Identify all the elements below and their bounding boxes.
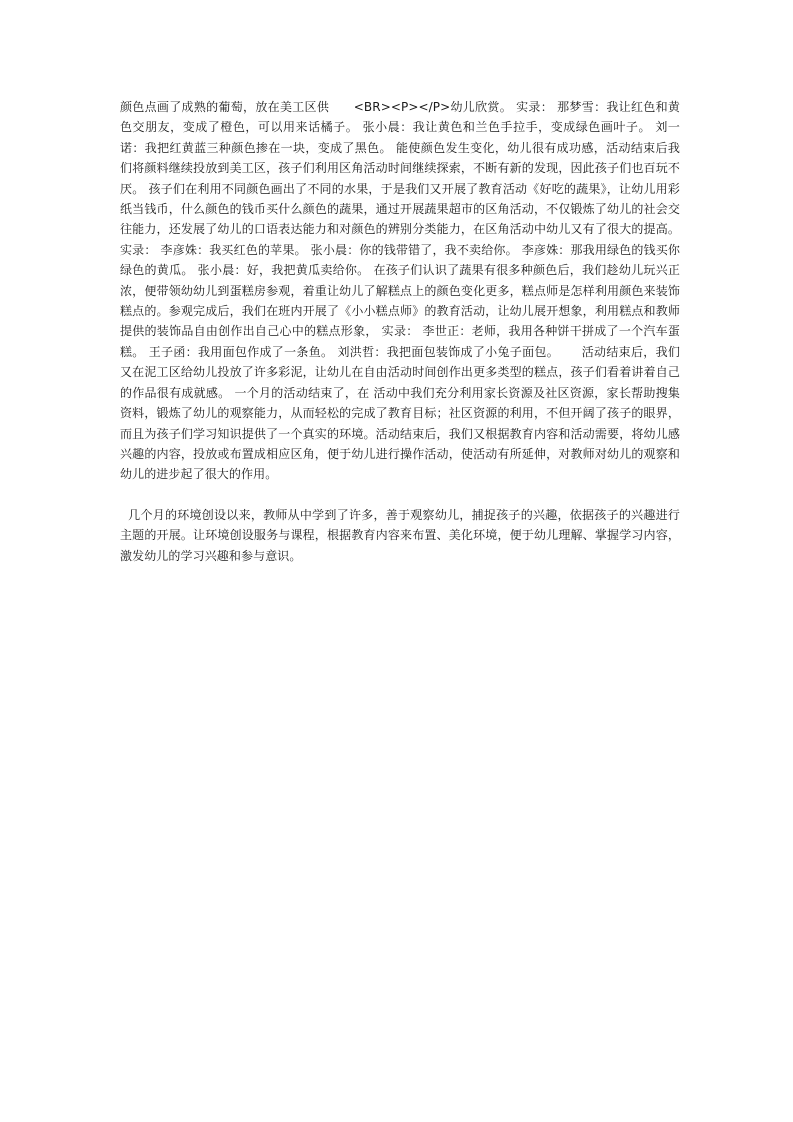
body-paragraph-summary: 几个月的环境创设以来，教师从中学到了许多，善于观察幼儿，捕捉孩子的兴趣，依据孩子的兴趣进行主题的开展。让环境创设服务与课程，根据教育内容来布置、美化环境，便于幼儿理解、掌握学习内容，激发幼儿的学习兴趣和参与意识。: [120, 507, 680, 563]
body-paragraph-activities: 颜色点画了成熟的葡萄，放在美工区供 <BR><P></P>幼儿欣赏。 实录： 那梦雪：我让红色和黄色交朋友，变成了橙色，可以用来话橘子。 张小晨：我让黄色和兰色手拉手，变成绿色画叶子。 刘一诺：我把红黄蓝三种颜色掺在一块，变成了黑色。 能使颜色发生变化，幼儿很有成功感，活动结束后我们将颜料继续投放到美工区，孩子们利用区角活动时间继续探索，不断有新的发现，因此孩子们也百玩不厌。 孩子们在利用不同颜色画出了不同的水果，于是我们又开展了教育活动《好吃的蔬果》，让幼儿用彩纸当钱币，什么颜色的钱币买什么颜色的蔬果，通过开展蔬果超市的区角活动，不仅锻炼了幼儿的社会交往能力，还发展了幼儿的口语表达能力和对颜色的辨别分类能力，在区角活动中幼儿又有了很大的提高。 实录： 李彦姝：我买红色的苹果。 张小晨：你的钱带错了，我不卖给你。 李彦姝：那我用绿色的钱买你绿色的黄瓜。 张小晨：好，我把黄瓜卖给你。 在孩子们认识了蔬果有很多种颜色后，我们趁幼儿玩兴正浓，便带领幼幼儿到蛋糕房参观，着重让幼儿了解糕点上的颜色变化更多，糕点师是怎样利用颜色来装饰糕点的。参观完成后，我们在班内开展了《小小糕点师》的教育活动，让幼儿展开想象，利用糕点和教师提供的装饰品自由创作出自己心中的糕点形象， 实录： 李世正：老师，我用各种饼干拼成了一个汽车蛋糕。 王子函：我用面包作成了一条鱼。 刘洪哲：我把面包装饰成了小兔子面包。 活动结束后，我们又在泥工区给幼儿投放了许多彩泥，让幼儿在自由活动时间创作出更多类型的糕点，孩子们看着讲着自己的作品很有成就感。 一个月的活动结束了，在 活动中我们充分利用家长资源及社区资源，家长帮助搜集资料，锻炼了幼儿的观察能力，从而轻松的完成了教育目标；社区资源的利用，不但开阔了孩子的眼界，而且为孩子们学习知识提供了一个真实的环境。活动结束后，我们又根据教育内容和活动需要，将幼儿感兴趣的内容，投放或布置成相应区角，便于幼儿进行操作活动，使活动有所延伸，对教师对幼儿的观察和幼儿的进步起了很大的作用。: [120, 100, 684, 482]
document-page: [120, 97, 684, 566]
